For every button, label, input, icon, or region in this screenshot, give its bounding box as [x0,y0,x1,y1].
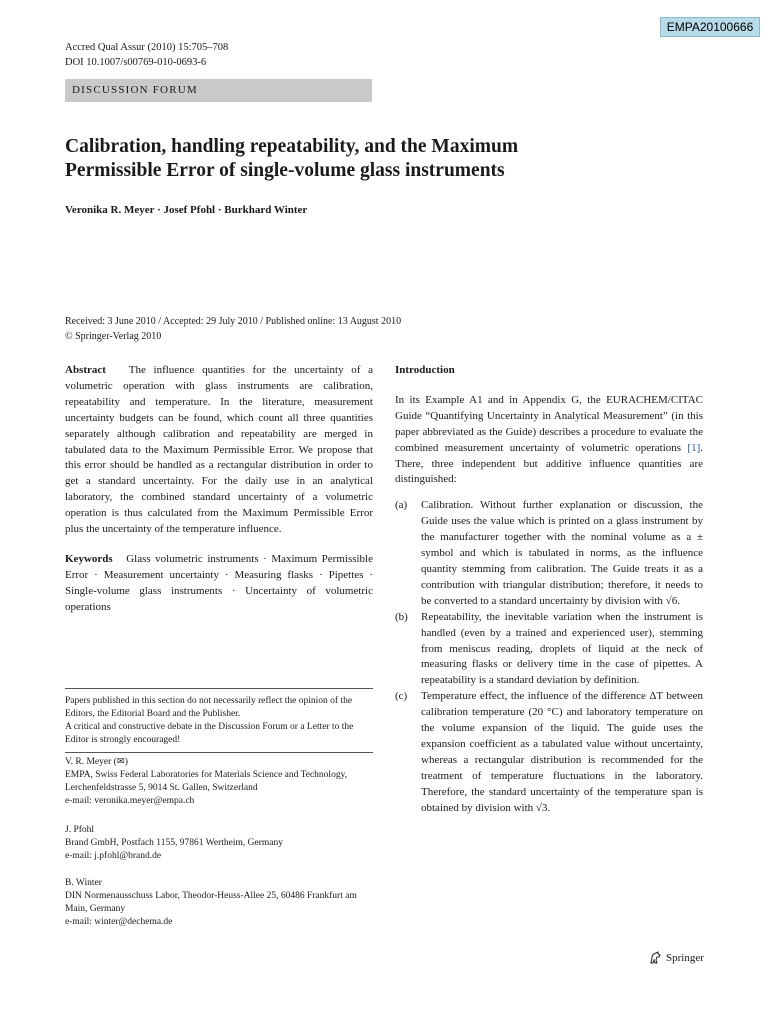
affiliation-name: V. R. Meyer (✉) [65,757,128,767]
keywords-label: Keywords [65,552,113,565]
affiliation-pfohl [65,824,373,863]
introduction-heading: Introduction [395,364,455,376]
affiliation-email[interactable]: e-mail: winter@dechema.de [65,917,173,927]
left-column [65,363,373,616]
note-line-1: Papers published in this section do not necessarily reflect the opinion of the Editors, the Editorial Board and the Publisher. [65,696,353,719]
affiliation-name: J. Pfohl [65,825,95,835]
title-line-1: Calibration, handling repeatability, and the Maximum [65,136,519,157]
list-item-label: (c) [395,690,408,703]
springer-horse-icon [648,951,662,965]
list-item [395,689,703,816]
journal-info [65,40,228,70]
list-item [395,498,703,609]
publication-dates [65,314,401,344]
section-label: DISCUSSION FORUM [65,79,372,102]
right-column [395,363,703,816]
affiliation-address: EMPA, Swiss Federal Laboratories for Materials Science and Technology, Lerchenfeldstrasse 5, 9014 St. Gallen, Switzerland [65,770,348,793]
intro-paragraph [395,393,703,488]
affiliation-address: DIN Normenausschuss Labor, Theodor-Heuss-Allee 25, 60486 Frankfurt am Main, Germany [65,891,357,914]
abstract-label: Abstract [65,364,106,376]
journal-citation: Accred Qual Assur (2010) 15:705–708 [65,42,229,53]
journal-doi: DOI 10.1007/s00769-010-0693-6 [65,57,207,68]
publisher-name: Springer [666,952,704,964]
title-line-2: Permissible Error of single-volume glass instruments [65,160,505,181]
keywords [65,552,373,616]
publisher-logo [648,951,704,965]
influence-list [395,498,703,816]
list-item-text: Repeatability, the inevitable variation when the instrument is handled (even by a trained and experienced user), stemming from meniscus reading, droplets of liquid at the neck of measuring flasks or delivery time in the case of pipettes. A repeatability is a standard deviation by definition. [421,610,703,687]
abstract-text: The influence quantities for the uncertainty of a volumetric operation with glass instruments are calibration, repeatability and temperature. In the literature, measurement uncertainty budgets can be found, which count all three quantities separately although calibration and repeatability are merged in tabulated data to the Maximum Permissible Error. We propose that this error should be handled as a rectangular distribution in order to get a standard uncertainty. For the daily use in an analytical laboratory, the combined standard uncertainty of a volumetric operation is thus calculated from the Maximum Permissible Error plus the uncertainty of the temperature influence. [65,364,373,536]
intro-text-end: . There, three independent but additive influence quantities are distinguished: [395,441,703,486]
list-item-text: Temperature effect, the influence of the difference ΔT between calibration temperature (20 °C) and laboratory temperature on the volume expansion of the liquid. The guide uses the expansion coefficient as a tabulated value without uncertainty, whereas a rectangular distribution is recommended for the treatment of temperature fluctuations in the laboratory. Therefore, the standard uncertainty of the temperature span is obtained by division with √3. [421,690,703,814]
document-stamp: EMPA20100666 [660,17,760,37]
affiliation-meyer [65,756,373,808]
affiliation-email[interactable]: e-mail: veronika.meyer@empa.ch [65,796,195,806]
editorial-note [65,688,373,747]
authors: Veronika R. Meyer · Josef Pfohl · Burkhard Winter [65,204,308,216]
list-item-label: (b) [395,610,408,623]
paper-title [65,135,665,183]
affiliation-name: B. Winter [65,878,102,888]
received-line: Received: 3 June 2010 / Accepted: 29 July 2010 / Published online: 13 August 2010 [65,316,402,327]
copyright: © Springer-Verlag 2010 [65,331,162,342]
abstract [65,363,373,538]
note-line-2: A critical and constructive debate in the Discussion Forum or a Letter to the Editor is strongly encouraged! [65,722,354,745]
keywords-text: Glass volumetric instruments · Maximum Permissible Error · Measurement uncertainty · Measuring flasks · Pipettes · Single-volume glass instruments · Uncertainty of volumetric operations [65,552,373,613]
affiliation-address: Brand GmbH, Postfach 1155, 97861 Wertheim, Germany [65,838,283,848]
affiliation-winter [65,877,373,929]
list-item [395,610,703,690]
affiliation-divider [65,752,373,753]
citation-link[interactable]: [1] [687,441,701,454]
intro-text-start: In its Example A1 and in Appendix G, the EURACHEM/CITAC Guide “Quantifying Uncertainty in Analytical Measurement” (in this paper abbreviated as the Guide) describes a procedure to evaluate the combined measurement uncertainty of volumetric operations [395,393,703,454]
list-item-text: Calibration. Without further explanation or discussion, the Guide uses the value which is printed on a glass instrument by the manufacturer together with the nominal volume as a ± symbol and which is tabulated in norms, as the influence quantity stemming from calibration. The Guide treats it as a contribution with triangular distribution; therefore, it needs to be converted to a standard uncertainty by division with √6. [421,499,703,607]
affiliation-email[interactable]: e-mail: j.pfohl@brand.de [65,851,162,861]
list-item-label: (a) [395,499,408,512]
